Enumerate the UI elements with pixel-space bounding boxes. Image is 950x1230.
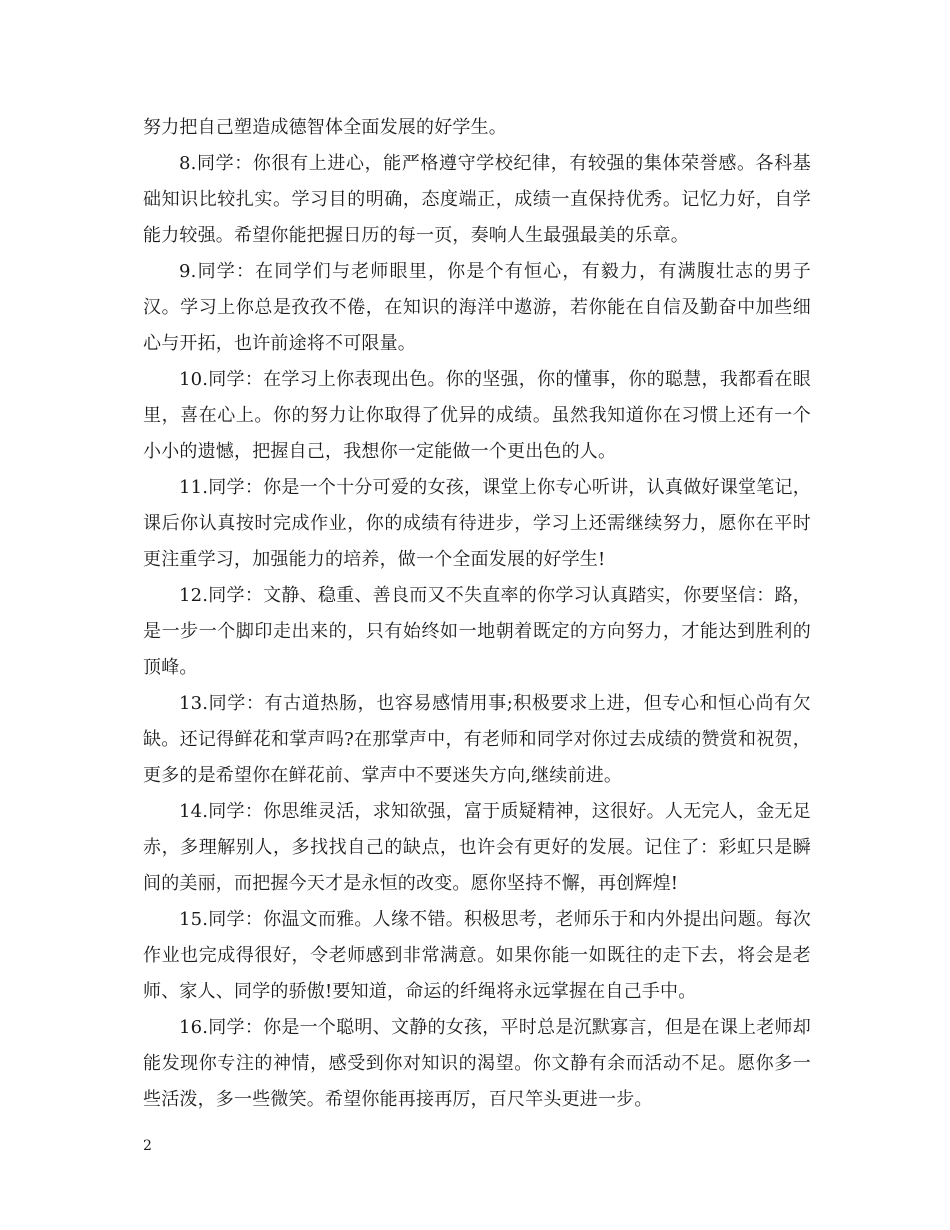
comment-paragraph-12: 12.同学：文静、稳重、善良而又不失直率的你学习认真踏实，你要坚信：路，是一步一个脚印走出来的，只有始终如一地朝着既定的方向努力，才能达到胜利的顶峰。 — [143, 585, 811, 678]
comment-paragraph-10: 10.同学：在学习上你表现出色。你的坚强，你的懂事，你的聪慧，我都看在眼里，喜在心上。你的努力让你取得了优异的成绩。虽然我知道你在习惯上还有一个小小的遗憾，把握自己，我想你一定能做一个更出色的人。 — [143, 369, 811, 462]
document-body — [143, 110, 811, 1118]
comment-paragraph-8: 8.同学：你很有上进心，能严格遵守学校纪律，有较强的集体荣誉感。各科基础知识比较扎实。学习目的明确，态度端正，成绩一直保持优秀。记忆力好，自学能力较强。希望你能把握日历的每一页，奏响人生最强最美的乐章。 — [143, 153, 811, 246]
comment-paragraph-16: 16.同学：你是一个聪明、文静的女孩，平时总是沉默寡言，但是在课上老师却能发现你专注的神情，感受到你对知识的渴望。你文静有余而活动不足。愿你多一些活泼，多一些微笑。希望你能再接再厉，百尺竿头更进一步。 — [143, 1017, 811, 1110]
paragraph-continuation: 努力把自己塑造成德智体全面发展的好学生。 — [143, 117, 507, 138]
comment-paragraph-13: 13.同学：有古道热肠，也容易感情用事;积极要求上进，但专心和恒心尚有欠缺。还记得鲜花和掌声吗?在那掌声中，有老师和同学对你过去成绩的赞赏和祝贺，更多的是希望你在鲜花前、掌声中不要迷失方向,继续前进。 — [143, 693, 811, 786]
page-number: 2 — [143, 1138, 152, 1154]
comment-paragraph-11: 11.同学：你是一个十分可爱的女孩，课堂上你专心听讲，认真做好课堂笔记，课后你认真按时完成作业，你的成绩有待进步，学习上还需继续努力，愿你在平时更注重学习，加强能力的培养，做一个全面发展的好学生! — [143, 477, 811, 570]
comment-paragraph-9: 9.同学：在同学们与老师眼里，你是个有恒心，有毅力，有满腹壮志的男子汉。学习上你总是孜孜不倦，在知识的海洋中遨游，若你能在自信及勤奋中加些细心与开拓，也许前途将不可限量。 — [143, 261, 811, 354]
comment-paragraph-15: 15.同学：你温文而雅。人缘不错。积极思考，老师乐于和内外提出问题。每次作业也完成得很好，令老师感到非常满意。如果你能一如既往的走下去，将会是老师、家人、同学的骄傲!要知道，命运的纤绳将永远掌握在自己手中。 — [143, 909, 811, 1002]
comment-paragraph-14: 14.同学：你思维灵活，求知欲强，富于质疑精神，这很好。人无完人，金无足赤，多理解别人，多找找自己的缺点，也许会有更好的发展。记住了：彩虹只是瞬间的美丽，而把握今天才是永恒的改变。愿你坚持不懈，再创辉煌! — [143, 801, 811, 894]
